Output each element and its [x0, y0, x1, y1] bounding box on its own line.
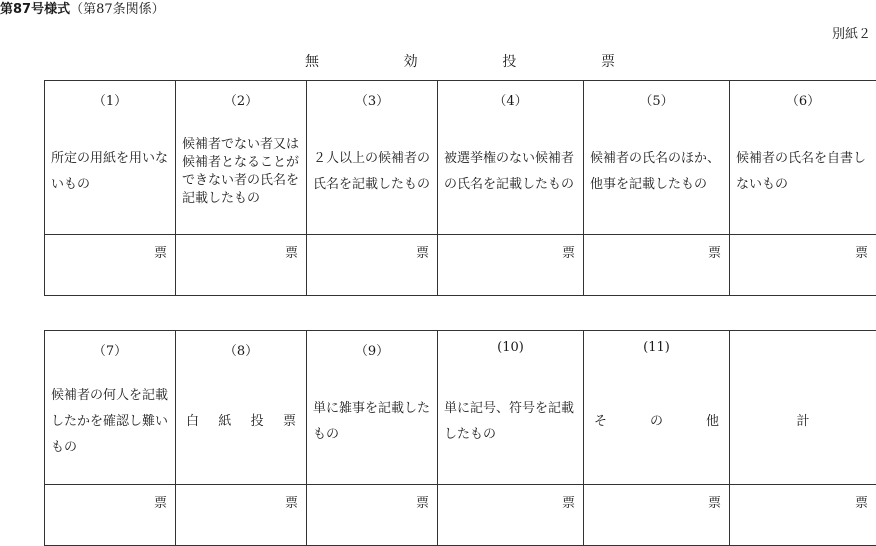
count-cell[interactable] [584, 235, 730, 296]
category-row [45, 81, 876, 235]
desc-char: 投 [250, 414, 264, 429]
category-cell [307, 81, 438, 235]
unit-label: 票 [854, 246, 868, 261]
category-cell [176, 81, 307, 235]
category-description: 候補者の氏名を自書しないもの [736, 151, 867, 192]
desc-char: 他 [705, 414, 719, 429]
category-description: 候補者でない者又は候補者となることができない者の氏名を記載したもの [182, 137, 300, 206]
category-number: （1） [92, 94, 128, 109]
category-number [730, 331, 876, 360]
category-number: （3） [354, 94, 390, 109]
category-description [176, 360, 306, 484]
unit-label: 票 [415, 246, 429, 261]
category-description: 所定の用紙を用いないもの [51, 151, 169, 192]
count-cell[interactable] [730, 485, 876, 546]
desc-char: の [649, 414, 663, 429]
category-description: 候補者の氏名のほか、他事を記載したもの [590, 151, 721, 192]
category-cell [438, 81, 584, 235]
category-cell [584, 81, 730, 235]
category-cell [730, 331, 876, 485]
category-row [45, 331, 876, 485]
desc-char: 票 [282, 414, 296, 429]
count-cell[interactable] [176, 485, 307, 546]
invalid-vote-table-2 [44, 330, 876, 546]
unit-label: 票 [284, 246, 298, 261]
count-cell[interactable] [307, 235, 438, 296]
count-cell[interactable] [45, 485, 176, 546]
count-cell[interactable] [730, 235, 876, 296]
category-cell [45, 331, 176, 485]
unit-label: 票 [153, 496, 167, 511]
unit-label: 票 [561, 246, 575, 261]
category-number: （6） [785, 94, 821, 109]
category-number: （5） [639, 94, 674, 109]
count-row [45, 235, 876, 296]
title-char: 票 [600, 54, 615, 70]
desc-char: 白 [186, 414, 200, 429]
form-number: 第87号様式 [0, 2, 71, 17]
category-number: （9） [354, 344, 390, 359]
count-cell[interactable] [438, 235, 584, 296]
unit-label: 票 [707, 246, 721, 261]
count-cell[interactable] [176, 235, 307, 296]
unit-label: 票 [284, 496, 298, 511]
unit-label: 票 [153, 246, 167, 261]
category-description: 単に記号、符号を記載したもの [444, 401, 575, 442]
category-cell [307, 331, 438, 485]
category-cell [45, 81, 176, 235]
unit-label: 票 [415, 496, 429, 511]
unit-label: 票 [854, 496, 868, 511]
count-cell[interactable] [45, 235, 176, 296]
category-cell [438, 331, 584, 485]
category-number: （7） [92, 344, 128, 359]
form-header [0, 0, 165, 17]
total-label: 計 [796, 414, 810, 429]
category-number: （2） [223, 94, 259, 109]
unit-label: 票 [707, 496, 721, 511]
form-relation: （第87条関係） [70, 2, 165, 17]
category-number: （4） [493, 94, 528, 109]
category-cell [730, 81, 876, 235]
invalid-vote-table-1 [44, 80, 876, 296]
category-number: （8） [223, 344, 259, 359]
category-number: (11) [643, 340, 670, 355]
category-description: 候補者の何人を記載したかを確認し難いもの [51, 388, 169, 455]
title-char: 無 [305, 54, 319, 70]
category-description [584, 360, 729, 484]
category-number: (10) [497, 340, 524, 355]
desc-char: そ [594, 414, 608, 429]
desc-char: 紙 [218, 414, 232, 429]
attachment-label: 別紙２ [831, 27, 871, 42]
count-cell[interactable] [438, 485, 584, 546]
title-char: 投 [502, 54, 517, 70]
count-cell[interactable] [584, 485, 730, 546]
count-row [45, 485, 876, 546]
unit-label: 票 [561, 496, 575, 511]
count-cell[interactable] [307, 485, 438, 546]
title-char: 効 [403, 54, 418, 70]
category-description: ２人以上の候補者の氏名を記載したもの [313, 151, 431, 192]
document-title [305, 51, 615, 71]
category-description: 被選挙権のない候補者の氏名を記載したもの [444, 151, 575, 192]
category-description: 単に雑事を記載したもの [313, 401, 431, 442]
category-cell [584, 331, 730, 485]
category-cell [176, 331, 307, 485]
